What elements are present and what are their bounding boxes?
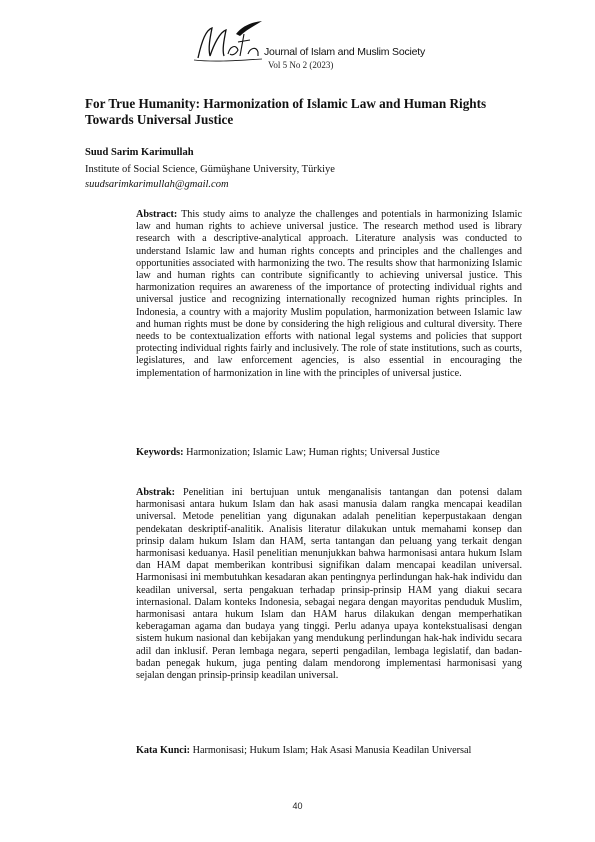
abstract-text: This study aims to analyze the challenges and potentials in harmonizing Islamic law and human rights to achieve universal justice. The research method used is library research with a descriptive-analytical approach. Literature analysis was conducted to understand Islamic law and human rights concepts and principles and the challenges and opportunities associated with harmonizing the two. The results show that harmonizing Islamic law and human rights can contribute significantly to achieving universal justice. This harmonization requires an awareness of the importance of protecting individual rights and universal justice and recognizing internationally recognized human rights principles. In Indonesia, a country with a majority Muslim population, harmonization between Islamic law and human rights must be done by considering the high religious and cultural diversity. There needs to be contextualization efforts with national legal systems and policies that support protecting individual rights fairly and inclusively. The role of state institutions, such as courts, legislatures, and law enforcement agencies, is also essential in encouraging the implementation of harmonization in line with the principles of universal justice.	[136, 209, 522, 379]
author-email: suudsarimkarimullah@gmail.com	[85, 179, 229, 190]
abstract-indonesian	[136, 487, 522, 682]
keywords-english	[136, 447, 522, 459]
author-affiliation: Institute of Social Science, Gümüşhane University, Türkiye	[85, 164, 335, 175]
journal-name: Journal of Islam and Muslim Society	[264, 46, 426, 58]
kata-kunci-text: Harmonisasi; Hukum Islam; Hak Asasi Manusia Keadilan Universal	[190, 745, 472, 756]
volume-issue: Vol 5 No 2 (2023)	[268, 60, 334, 70]
abstract-label: Abstract:	[136, 209, 178, 220]
abstrak-label: Abstrak:	[136, 487, 176, 498]
keywords-indonesian	[136, 745, 522, 757]
page-number: 40	[292, 801, 303, 811]
author-name: Suud Sarim Karimullah	[85, 147, 194, 158]
article-title: For True Humanity: Harmonization of Islamic Law and Human Rights Towards Universal Justice	[85, 96, 487, 127]
journal-header	[0, 20, 595, 72]
abstrak-text: Penelitian ini bertujuan untuk menganalisis tantangan dan potensi dalam harmonisasi antara hukum Islam dan hak asasi manusia dalam rangka mencapai keadilan universal. Metode penelitian yang digunakan adalah penelitian keperpustakaan dengan pendekatan deskriptif-analitik. Analisis literatur dilakukan untuk memahami konsep dan prinsip dalam hukum Islam dan HAM, serta tantangan dan peluang yang terkait dengan harmonisasi keduanya. Hasil penelitian menunjukkan bahwa harmonisasi antara hukum Islam dan HAM dapat memberikan kontribusi signifikan dalam mencapai keadilan universal. Harmonisasi ini membutuhkan kesadaran akan pentingnya perlindungan hak-hak individu dan keadilan universal, serta pengakuan terhadap prinsip-prinsip HAM yang diakui secara internasional. Dalam konteks Indonesia, sebagai negara dengan mayoritas penduduk Muslim, harmonisasi antara hukum Islam dan HAM harus dilakukan dengan memperhatikan keberagaman agama dan budaya yang tinggi. Perlu adanya upaya kontekstualisasi dengan sistem hukum nasional dan kebijakan yang mendukung perlindungan hak-hak individu secara adil dan inklusif. Peran lembaga negara, seperti pengadilan, lembaga legislatif, dan badan-badan penegak hukum, juga penting dalam mendorong implementasi harmonisasi yang sejalan dengan prinsip-prinsip keadilan universal.	[136, 487, 522, 682]
keywords-text: Harmonization; Islamic Law; Human rights; Universal Justice	[183, 447, 440, 458]
kata-kunci-label: Kata Kunci:	[136, 745, 191, 756]
keywords-label: Keywords:	[136, 447, 184, 458]
journal-logo-quill-icon	[192, 20, 264, 64]
abstract-english	[136, 209, 522, 380]
